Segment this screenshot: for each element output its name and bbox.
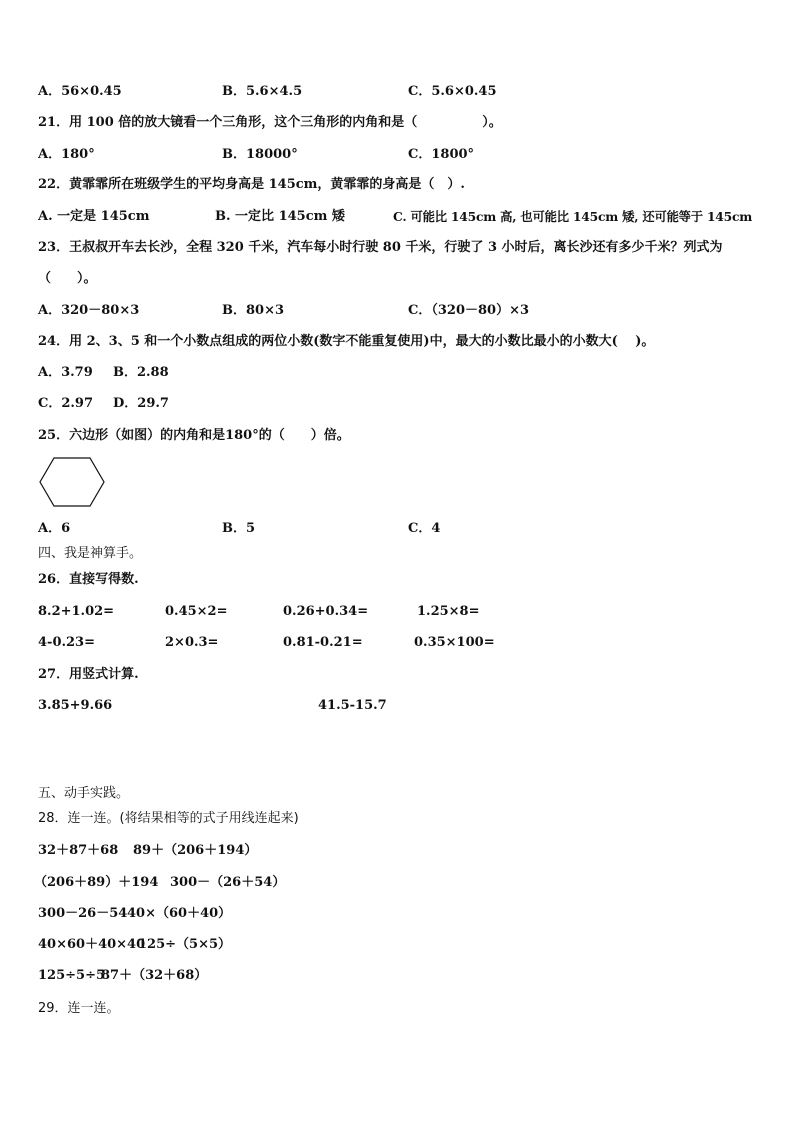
q21-option-b: B．18000° [222, 147, 298, 162]
q25-option-c: C．4 [408, 521, 441, 536]
q23-option-c: C．（320－80）×3 [408, 303, 530, 318]
q28-left-item: （206＋89）＋194 [34, 875, 159, 890]
q23-stem-line1: 23．王叔叔开车去长沙，全程 320 千米，汽车每小时行驶 80 千米，行驶了 3 小时后，离长沙还有多少千米？列式为 [38, 240, 723, 255]
q22-option-c: C. 可能比 145cm 高, 也可能比 145cm 矮, 还可能等于 145cm [393, 209, 753, 224]
q23-stem-line2: （ ）。 [38, 271, 97, 286]
q26-item: 4-0.23= [38, 635, 95, 650]
q25-option-a: A．6 [38, 521, 71, 536]
q25-stem: 25．六边形（如图）的内角和是180°的（ ）倍。 [38, 428, 350, 443]
q24-option-b: B．2.88 [113, 365, 169, 380]
q22-option-a: A. 一定是 145cm [38, 209, 150, 224]
q23-option-b: B．80×3 [222, 303, 285, 318]
q20-option-a: A．56×0.45 [38, 84, 122, 99]
q20-option-c: C．5.6×0.45 [408, 84, 497, 99]
q21-option-c: C．1800° [408, 147, 475, 162]
q26-item: 2×0.3= [165, 635, 219, 650]
q24-option-a: A．3.79 [38, 365, 93, 380]
q28-right-item: 40×（60＋40） [127, 906, 232, 921]
q25-option-b: B．5 [222, 521, 256, 536]
q26-item: 0.26+0.34= [283, 604, 369, 619]
q22-stem: 22．黄霏霏所在班级学生的平均身高是 145cm，黄霏霏的身高是（ ）. [38, 177, 465, 192]
q21-option-a: A．180° [38, 147, 95, 162]
q26-item: 1.25×8= [417, 604, 480, 619]
hexagon-figure [38, 456, 106, 508]
q28-right-item: 87＋（32＋68） [101, 968, 208, 983]
q27-item: 3.85+9.66 [38, 698, 113, 713]
q22-option-b: B. 一定比 145cm 矮 [215, 209, 345, 224]
q26-item: 0.45×2= [165, 604, 228, 619]
q24-stem: 24．用 2、3、5 和一个小数点组成的两位小数(数字不能重复使用)中，最大的小数比最小的小数大( )。 [38, 334, 655, 349]
q24-option-d: D．29.7 [113, 396, 169, 411]
q26-stem: 26．直接写得数. [38, 572, 139, 587]
section-5-heading: 五、动手实践。 [38, 786, 130, 801]
q28-right-item: 300－（26＋54） [170, 875, 286, 890]
q28-left-item: 40×60＋40×40 [38, 937, 146, 952]
q28-left-item: 300－26－54 [38, 906, 128, 921]
q23-option-a: A．320－80×3 [38, 303, 140, 318]
q27-item: 41.5-15.7 [318, 698, 387, 713]
q26-item: 0.81-0.21= [283, 635, 363, 650]
q26-item: 0.35×100= [414, 635, 495, 650]
q24-option-c: C．2.97 [38, 396, 94, 411]
q29-stem: 29．连一连。 [38, 1001, 120, 1016]
q28-left-item: 125÷5÷5 [38, 968, 106, 983]
section-4-heading: 四、我是神算手。 [38, 546, 143, 561]
q28-left-item: 32＋87＋68 [38, 843, 119, 858]
q28-stem: 28．连一连。(将结果相等的式子用线连起来) [38, 811, 299, 826]
q26-item: 8.2+1.02= [38, 604, 115, 619]
q21-stem: 21．用 100 倍的放大镜看一个三角形，这个三角形的内角和是（ ）。 [38, 115, 502, 130]
q27-stem: 27．用竖式计算. [38, 667, 139, 682]
q28-right-item: 89＋（206＋194） [133, 843, 258, 858]
q20-option-b: B．5.6×4.5 [222, 84, 303, 99]
q28-right-item: 125÷（5×5） [138, 937, 232, 952]
